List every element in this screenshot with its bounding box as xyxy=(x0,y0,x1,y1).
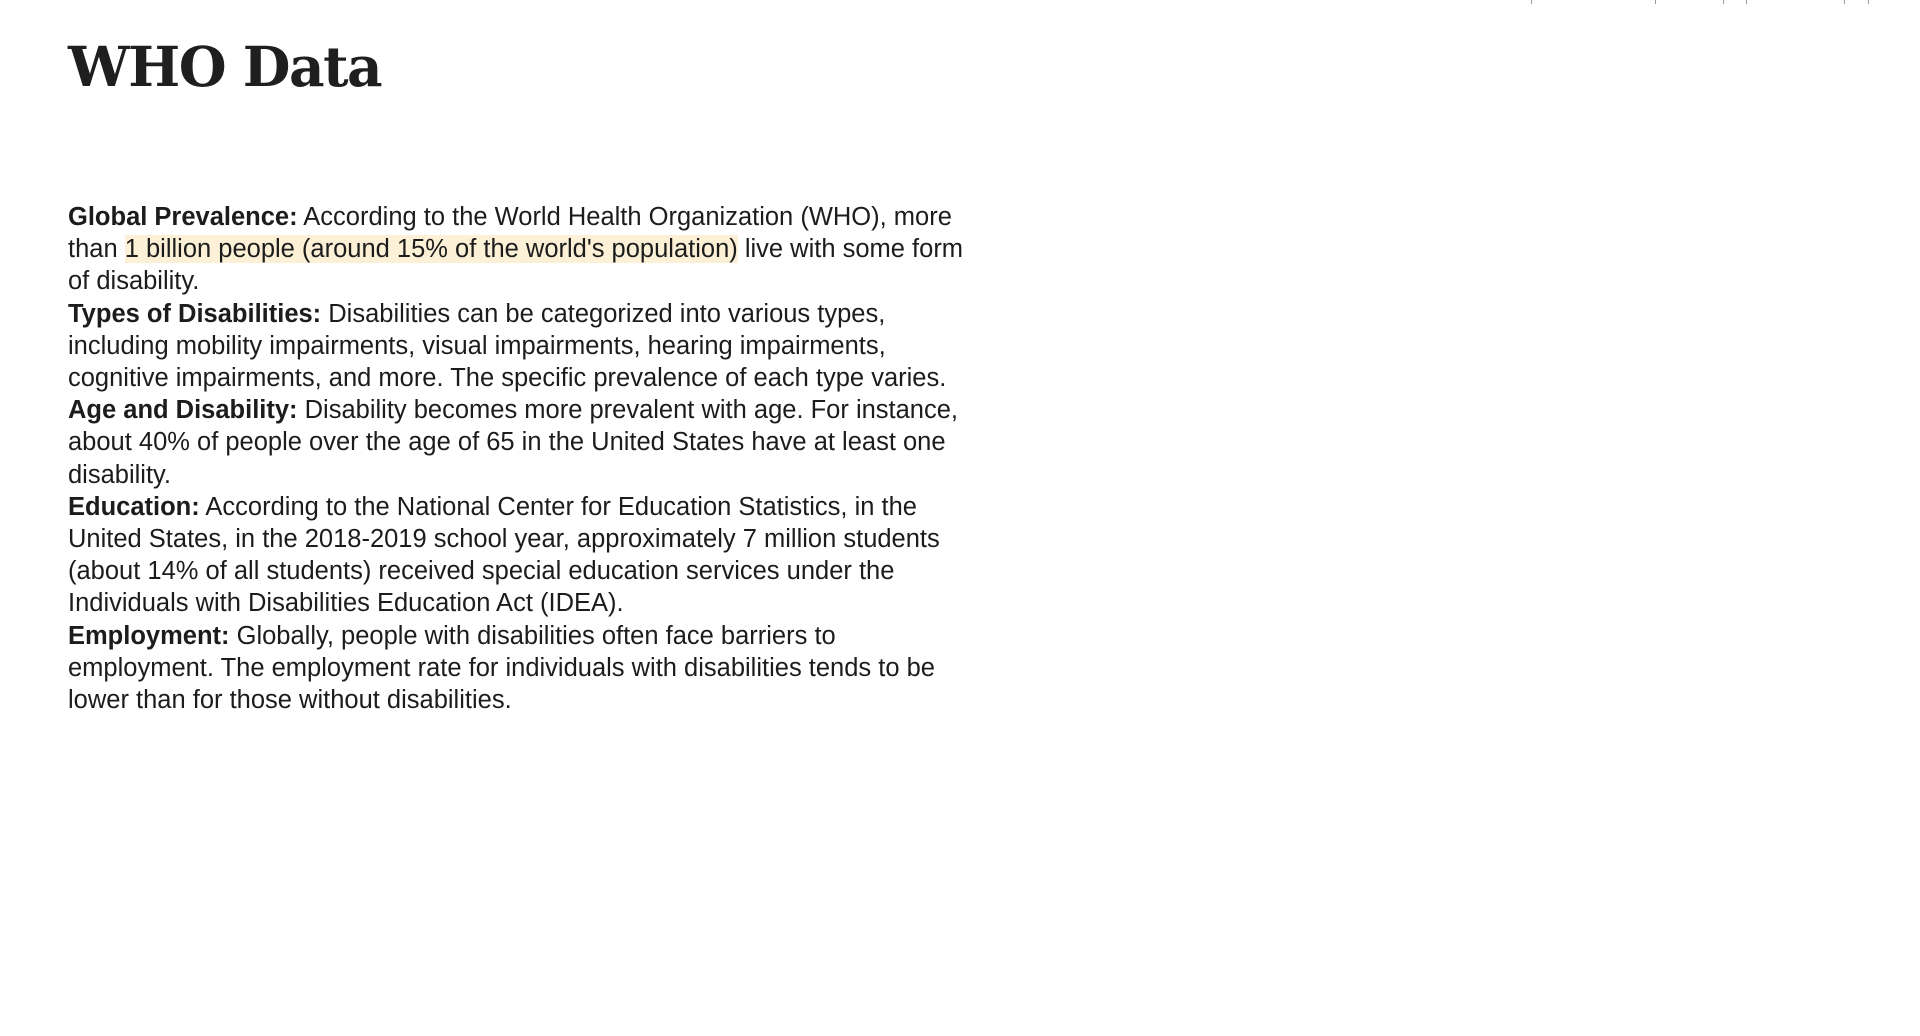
paragraph-employment xyxy=(68,620,968,717)
highlighted-text: 1 billion people (around 15% of the world's population) xyxy=(124,235,738,264)
paragraph-education xyxy=(68,491,968,620)
section-text: Disabilities can be categorized into various types, including mobility impairments, visual impairments, hearing impairments, cognitive impairments, and more. The specific prevalence of each type varies. xyxy=(68,299,947,393)
document-page xyxy=(68,30,968,716)
section-text: According to the World Health Organization (WHO), more than xyxy=(68,203,952,264)
section-label: Types of Disabilities: xyxy=(68,299,322,328)
section-label: Employment: xyxy=(68,621,230,650)
section-text: Disability becomes more prevalent with age. For instance, about 40% of people over the age of 65 in the United States have at least one disability. xyxy=(68,396,959,489)
section-text: Globally, people with disabilities often face barriers to employment. The employment rate for individuals with disabilities tends to be lower than for those without disabilities. xyxy=(68,621,935,715)
top-edge-marks xyxy=(0,0,1920,6)
edge-tick xyxy=(1844,0,1845,4)
edge-tick xyxy=(1746,0,1747,4)
paragraph-global-prevalence xyxy=(68,201,968,298)
edge-tick xyxy=(1723,0,1724,4)
section-label: Global Prevalence: xyxy=(68,203,298,231)
section-label: Age and Disability: xyxy=(68,396,298,425)
page-title: WHO Data xyxy=(68,34,382,99)
edge-tick xyxy=(1531,0,1532,4)
section-label: Education: xyxy=(68,492,200,521)
section-text: live with some form of disability. xyxy=(68,235,964,296)
paragraph-types-of-disabilities xyxy=(68,298,968,395)
section-text: According to the National Center for Education Statistics, in the United States, in the 2018-2019 school year, approximately 7 million students (about 14% of all students) received special education services under the Individuals with Disabilities Education Act (IDEA). xyxy=(68,492,940,618)
edge-tick xyxy=(1868,0,1869,4)
document-body xyxy=(68,201,968,716)
edge-tick xyxy=(1655,0,1656,4)
paragraph-age-and-disability xyxy=(68,394,968,491)
